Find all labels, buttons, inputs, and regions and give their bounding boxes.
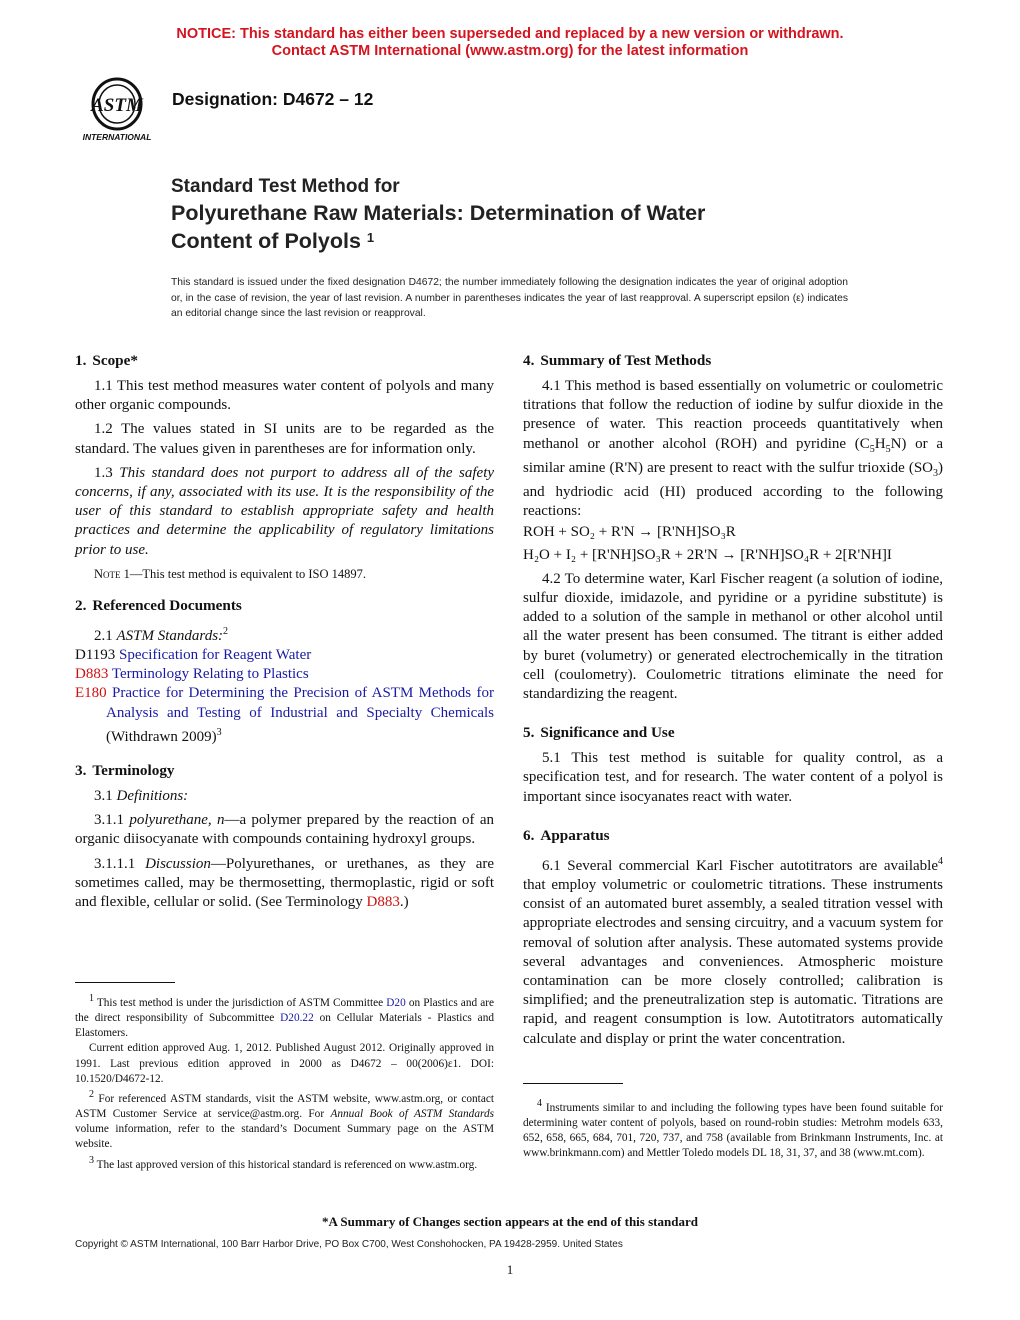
footnote-ref-4[interactable]: 4 (938, 855, 943, 867)
title-footnote-mark[interactable]: 1 (366, 230, 375, 245)
summary-of-changes-notice: *A Summary of Changes section appears at the end of this standard (322, 1214, 698, 1229)
section-number: 1. (75, 352, 87, 369)
footnote-rule-left (75, 982, 175, 983)
paragraph-4-2: 4.2 To determine water, Karl Fischer reagent (a solution of iodine, sulfur dioxide, imidazole, and pyridine or a pyridine substitute) is added to a solution of the sample in methanol or other alcohol until all the water present has been consumed. The titrant is either added by buret (volumetry) or generated electrochemically in the titration cell (coulometry). Coulometric titrations eliminate the need for standardizing the reagent. (523, 570, 943, 703)
issuance-statement: This standard is issued under the fixed designation D4672; the number immediately following the designation indicates the year of original adoption or, in the case of revision, the year of last revision. A number in parentheses indicates the year of last reapproval. A superscript epsilon (ε) indicates an editorial change since the last revision or reapproval. (171, 277, 848, 319)
note-1 (75, 566, 494, 582)
footnote-text: This test method is under the jurisdiction of ASTM Committee (94, 996, 387, 1009)
section-number: 3. (75, 762, 87, 780)
discussion-text: —Polyurethanes, or urethanes, as they are sometimes called, may be thermosetting, thermoplastic, rigid or soft and flexible, cellular or solid. (See Terminology (75, 855, 494, 911)
reference-link[interactable]: Specification for Reagent Water (119, 647, 312, 664)
paragraph-1-3 (75, 464, 494, 560)
document-title (171, 175, 705, 255)
title-line-3-text: Content of Polyols (171, 229, 361, 253)
section-heading-terminology (75, 761, 494, 780)
paragraph-2-1 (75, 622, 494, 646)
footnote-4 (523, 1096, 943, 1162)
paragraph-number: 1.3 (94, 464, 120, 481)
paragraph-text: N) or a similar amine (R'N) are present to react with the sulfur trioxide (SO (523, 435, 944, 476)
definitions-label: Definitions: (116, 788, 189, 805)
footnotes-right (523, 1096, 943, 1162)
section-heading-referenced-documents (75, 596, 494, 615)
astm-logo (72, 74, 162, 144)
reference-code[interactable]: D883 (75, 666, 109, 683)
astm-standards-label: ASTM Standards: (116, 627, 224, 644)
footnote-text: volume information, refer to the standard’s Document Summary page on the ASTM website. (75, 1123, 494, 1151)
footnote-mark: 2 (89, 1088, 94, 1100)
notice-line-2: Contact ASTM International (www.astm.org) for the latest information (271, 43, 749, 59)
left-column (75, 351, 494, 917)
reference-status: (Withdrawn 2009) (106, 728, 217, 745)
section-title: Apparatus (540, 826, 610, 844)
section-number: 6. (523, 826, 535, 844)
reference-item (75, 665, 494, 684)
reaction-equation-2: H₂O + I₂ + [R'NH]SO₃R + 2R'N → [R'NH]SO₄R + 2[R'NH]I (523, 546, 892, 563)
committee-link[interactable]: D20 (386, 996, 406, 1009)
reaction-equation-1: ROH + SO₂ + R'N → [R'NH]SO₃R (523, 524, 736, 541)
subscript: 5 (869, 443, 875, 455)
paragraph-4-1 (523, 377, 943, 521)
annual-book-title: Annual Book of ASTM Standards (330, 1107, 495, 1120)
subscript: 5 (885, 443, 891, 455)
section-heading-apparatus (523, 826, 943, 845)
footnote-text: For referenced ASTM standards, visit the ASTM website, www.astm.org, or contact ASTM Customer Service at service@astm.org. For (75, 1092, 494, 1120)
right-column (523, 351, 943, 1054)
paragraph-text: ) and hydriodic acid (HI) produced according to the following reactions: (523, 459, 943, 520)
title-line-1: Standard Test Method for (171, 176, 400, 197)
footnote-ref-2[interactable]: 2 (223, 625, 229, 637)
footnote-mark: 4 (537, 1098, 542, 1109)
notice-line-1: NOTICE: This standard has either been superseded and replaced by a new version or withdrawn. (176, 26, 844, 42)
paragraph-6-1 (523, 852, 943, 1049)
note-label: Note 1 (94, 566, 130, 581)
paragraph-number: 3.1.1.1 (94, 855, 146, 872)
footnotes-left (75, 991, 494, 1173)
terminology-link[interactable]: D883 (366, 894, 400, 911)
footnote-1-edition: Current edition approved Aug. 1, 2012. Published August 2012. Originally approved in 1991. Last previous edition approved in 2000 as D4672 – 00(2006)ε1. DOI: 10.1520/D4672-12. (75, 1042, 494, 1085)
title-line-3 (171, 227, 705, 255)
reference-code: D1193 (75, 647, 116, 664)
footnote-ref-3[interactable]: 3 (216, 726, 222, 738)
defined-term: polyurethane, n (129, 812, 225, 829)
section-title: Summary of Test Methods (540, 352, 712, 369)
paragraph-3-1 (75, 787, 494, 806)
paragraph-text: that employ volumetric or coulometric titrations. These instruments consist of an automated buret assembly, a sealed titration vessel with appropriate electrodes and sensing circuitry, and a vacuum system for removal of solution after analysis. These automated systems provide several advantages and conveniences. Atmospheric moisture contamination can be more closely controlled; calibration is simplified; and the preneutralization step is automatic. Titrations are rapid, and reagent consumption is low. Autotitrators automatically calculate and display or print the water concentration. (523, 877, 943, 1047)
paragraph-number: 2.1 (94, 627, 117, 644)
section-number: 2. (75, 596, 87, 614)
paragraph-text: 6.1 Several commercial Karl Fischer autotitrators are available (542, 857, 938, 874)
section-heading-significance (523, 723, 943, 742)
logo-subtext: INTERNATIONAL (82, 132, 152, 142)
footnote-rule-right (523, 1083, 623, 1084)
copyright-line: Copyright © ASTM International, 100 Barr Harbor Drive, PO Box C700, West Conshohocken, PA 19428-2959. United States (75, 1239, 623, 1250)
paragraph-number: 3.1.1 (94, 812, 130, 829)
reference-code[interactable]: E180 (75, 685, 107, 702)
paragraph-3-1-1-1 (75, 855, 494, 913)
footnote-mark: 3 (89, 1154, 94, 1166)
note-text: —This test method is equivalent to ISO 14897. (129, 566, 366, 581)
section-number: 4. (523, 352, 535, 369)
section-title: Significance and Use (540, 724, 675, 742)
reference-link[interactable]: Practice for Determining the Precision of ASTM Methods for Analysis and Testing of Industrial and Specialty Chemicals (106, 685, 494, 721)
section-title: Scope* (92, 352, 138, 369)
section-title: Referenced Documents (92, 596, 242, 614)
paragraph-text: H (874, 435, 886, 452)
reference-item (75, 646, 494, 665)
paragraph-5-1: 5.1 This test method is suitable for quality control, as a specification test, and for research. The water content of a polyol is important since isocyanates react with water. (523, 750, 943, 805)
subcommittee-link[interactable]: D20.22 (280, 1011, 314, 1024)
definition-text: —a polymer prepared by the reaction of an organic diisocyanate with compounds containing hydroxyl groups. (75, 812, 495, 848)
footnote-1 (75, 991, 494, 1041)
footnote-3 (75, 1153, 494, 1173)
footnote-text: The last approved version of this historical standard is referenced on www.astm.org. (94, 1158, 478, 1171)
safety-statement: This standard does not purport to address all of the safety concerns, if any, associated with its use. It is the responsibility of the user of this standard to establish appropriate safety and health practices and determine the applicability of regulatory limitations prior to use. (75, 464, 495, 558)
designation: Designation: D4672 – 12 (172, 89, 374, 109)
footnote-text: Instruments similar to and including the following types have been found suitable for determining water content of polyols, based on round-robin studies: Metrohm models 633, 652, 658, 665, 684, 701, 720, 737, and 758 (available from Brinkmann Instruments, Inc. at www.brinkmann.com) and Mettler Toledo models DL 18, 31, 37, and 38 (www.mt.com). (523, 1101, 943, 1160)
subscript: 3 (933, 467, 938, 479)
paragraph-number: 3.1 (94, 788, 117, 805)
footnote-2 (75, 1087, 494, 1153)
paragraph-1-2: 1.2 The values stated in SI units are to be regarded as the standard. The values given in parentheses are for information only. (75, 421, 494, 457)
paragraph-text: 4.1 This method is based essentially on volumetric or coulometric titrations that follow the reduction of iodine by sulfur dioxide in the presence of water. This reaction proceeds quantitatively when methanol or another alcohol (ROH) and pyridine (C (523, 378, 943, 452)
section-heading-summary (523, 351, 943, 370)
footnote-text: on Plastics and are the direct responsibility of Subcommittee (75, 996, 494, 1024)
reference-link[interactable]: Terminology Relating to Plastics (111, 666, 309, 683)
footnote-text: on Cellular Materials - Plastics and Elastomers. (75, 1011, 494, 1040)
logo-text: ASTM (91, 95, 143, 116)
section-title: Terminology (92, 762, 175, 780)
title-line-2: Polyurethane Raw Materials: Determination of Water (171, 201, 706, 225)
paragraph-1-1: 1.1 This test method measures water content of polyols and many other organic compounds. (75, 378, 494, 414)
footnote-mark: 1 (89, 993, 94, 1004)
discussion-label: Discussion (145, 855, 211, 872)
reference-item (75, 684, 494, 747)
astm-logo-mark (72, 74, 162, 144)
page-number: 1 (506, 1262, 514, 1277)
section-heading-scope (75, 351, 494, 370)
discussion-end: .) (399, 894, 409, 911)
section-number: 5. (523, 724, 535, 742)
paragraph-3-1-1 (75, 811, 494, 849)
supersede-notice (0, 26, 1020, 60)
